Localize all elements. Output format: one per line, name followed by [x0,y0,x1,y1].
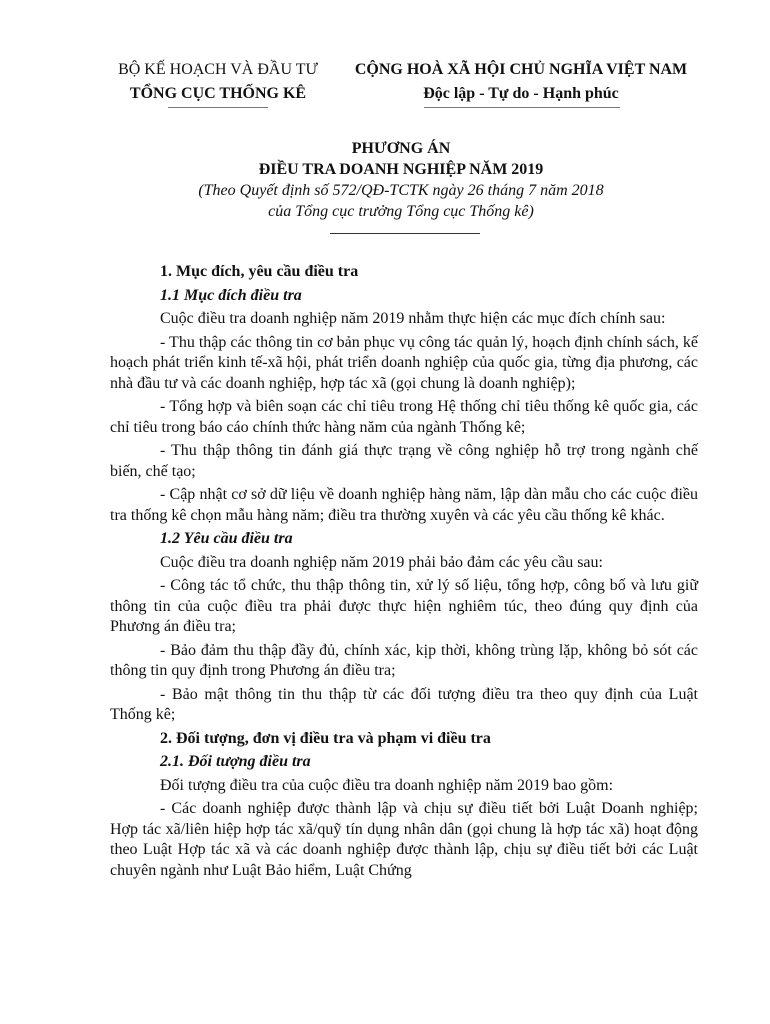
bullet-paragraph: - Bảo mật thông tin thu thập từ các đối tượng điều tra theo quy định của Luật Thống kê; [110,685,698,723]
title-line-2: ĐIỀU TRA DOANH NGHIỆP NĂM 2019 [258,161,544,178]
bullet-paragraph: - Cập nhật cơ sở dữ liệu về doanh nghiệp hàng năm, lập dàn mẫu cho các cuộc điều tra thống kê chọn mẫu hàng năm; điều tra thường xuyên và các yêu cầu thống kê khác. [110,486,698,524]
bullet-paragraph: - Thu thập thông tin đánh giá thực trạng về công nghiệp hỗ trợ trong ngành chế biến, chế tạo; [110,442,698,480]
section-heading-1: 1. Mục đích, yêu cầu điều tra [160,263,359,280]
paragraph-intro: Cuộc điều tra doanh nghiệp năm 2019 nhằm thực hiện các mục đích chính sau: [160,310,666,327]
document-body [110,262,698,884]
motto-underline [424,107,620,108]
subsection-heading-1-2: 1.2 Yêu cầu điều tra [160,530,293,547]
document-title [100,138,702,222]
bullet-paragraph: - Bảo đảm thu thập đầy đủ, chính xác, kịp thời, không trùng lặp, không bỏ sót các thông tin quy định trong Phương án điều tra; [110,641,698,679]
title-divider [330,233,480,234]
bullet-paragraph: - Thu thập các thông tin cơ bản phục vụ công tác quản lý, hoạch định chính sách, kế hoạch phát triển kinh tế-xã hội, phát triển doanh nghiệp của quốc gia, từng địa phương, các nhà đầu tư và các doanh nghiệp, hợp tác xã (gọi chung là doanh nghiệp); [110,333,698,392]
title-issuer: của Tổng cục trưởng Tổng cục Thống kê) [268,203,534,220]
section-heading-2: 2. Đối tượng, đơn vị điều tra và phạm vi điều tra [160,729,491,747]
bullet-paragraph: - Công tác tổ chức, thu thập thông tin, xử lý số liệu, tổng hợp, công bố và lưu giữ thông tin của cuộc điều tra phải được thực hiện nghiêm túc, theo đúng quy định của Phương án điều tra; [110,577,698,635]
title-line-1: PHƯƠNG ÁN [351,140,451,157]
agency-underline [168,107,268,108]
bullet-paragraph: - Các doanh nghiệp được thành lập và chịu sự điều tiết bởi Luật Doanh nghiệp; Hợp tác xã/liên hiệp hợp tác xã/quỹ tín dụng nhân dân (gọi chung là hợp tác xã) hoạt động theo Luật Hợp tác xã và các doanh nghiệp được thành lập, chịu sự điều tiết bởi các Luật chuyên ngành như Luật Bảo hiểm, Luật Chứng [110,800,698,879]
issuing-agency-block [96,58,340,106]
subsection-heading-2-1: 2.1. Đối tượng điều tra [160,753,311,770]
republic-name: CỘNG HOÀ XÃ HỘI CHỦ NGHĨA VIỆT NAM [354,61,688,78]
national-motto: Độc lập - Tự do - Hạnh phúc [423,85,619,102]
subsection-heading-1-1: 1.1 Mục đích điều tra [160,286,302,304]
paragraph-intro: Cuộc điều tra doanh nghiệp năm 2019 phải bảo đảm các yêu cầu sau: [160,553,603,571]
agency-name: TỔNG CỤC THỐNG KÊ [129,85,307,102]
ministry-name: BỘ KẾ HOẠCH VÀ ĐẦU TƯ [118,61,318,78]
national-title-block [338,58,704,106]
title-decision-ref: (Theo Quyết định số 572/QĐ-TCTK ngày 26 tháng 7 năm 2018 [198,182,604,199]
paragraph-intro: Đối tượng điều tra của cuộc điều tra doanh nghiệp năm 2019 bao gồm: [160,776,614,794]
bullet-paragraph: - Tổng hợp và biên soạn các chỉ tiêu trong Hệ thống chỉ tiêu thống kê quốc gia, các chỉ tiêu trong báo cáo chính thức hàng năm của ngành Thống kê; [110,398,698,436]
